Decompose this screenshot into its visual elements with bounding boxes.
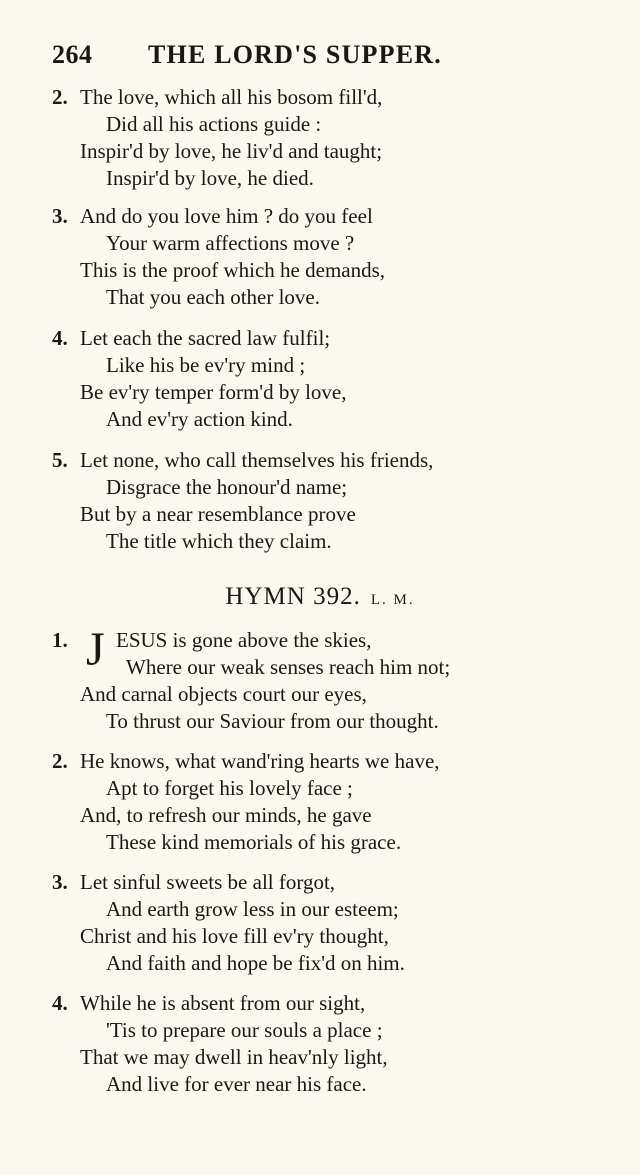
verse-line: And earth grow less in our esteem; — [106, 897, 399, 921]
page-number: 264 — [52, 40, 93, 69]
verse-line: 5. Let none, who call themselves his friends, — [52, 448, 434, 472]
verse-line: And, to refresh our minds, he gave — [80, 803, 372, 827]
verse-line: That you each other love. — [106, 285, 320, 309]
hymn-verse-2 — [52, 748, 612, 856]
verse-line: That we may dwell in heav'nly light, — [80, 1045, 388, 1069]
verse-line: 4. While he is absent from our sight, — [52, 991, 366, 1015]
verse-line: These kind memorials of his grace. — [106, 830, 402, 854]
verse-line: Apt to forget his lovely face ; — [106, 776, 353, 800]
prev-verse-4 — [52, 325, 612, 433]
verse-line: Disgrace the honour'd name; — [106, 475, 348, 499]
verse-number: 5. — [52, 448, 68, 472]
verse-number: 2. — [52, 85, 68, 109]
verse-line: But by a near resemblance prove — [80, 502, 356, 526]
verse-number: 2. — [52, 749, 68, 773]
hymn-verse-3 — [52, 869, 612, 977]
hymn-title: HYMN 392. — [225, 583, 361, 610]
verse-line: Did all his actions guide : — [106, 112, 322, 136]
verse-line: To thrust our Saviour from our thought. — [106, 709, 439, 733]
verse-line: And ev'ry action kind. — [106, 407, 293, 431]
verse-number: 4. — [52, 991, 68, 1015]
prev-verse-2 — [52, 84, 612, 192]
running-head — [52, 38, 472, 72]
hymn-verse-1 — [52, 623, 612, 735]
verse-line: 2. He knows, what wand'ring hearts we have, — [52, 749, 440, 773]
verse-line: 3. Let sinful sweets be all forgot, — [52, 870, 336, 894]
hymn-heading — [0, 583, 640, 617]
drop-cap: J — [86, 623, 105, 676]
verse-line: The title which they claim. — [106, 529, 332, 553]
verse-number: 3. — [52, 870, 68, 894]
verse-line: Christ and his love fill ev'ry thought, — [80, 924, 389, 948]
hymn-verse-4 — [52, 990, 612, 1098]
verse-line: This is the proof which he demands, — [80, 258, 386, 282]
verse-line: And carnal objects court our eyes, — [80, 682, 367, 706]
verse-number: 1. — [52, 628, 68, 652]
verse-line: And live for ever near his face. — [106, 1072, 367, 1096]
verse-line: 2. The love, which all his bosom fill'd, — [52, 85, 383, 109]
verse-line: Where our weak senses reach him not; — [126, 655, 451, 679]
verse-number: 3. — [52, 204, 68, 228]
verse-line: Be ev'ry temper form'd by love, — [80, 380, 347, 404]
verse-line: Inspir'd by love, he died. — [106, 166, 314, 190]
prev-verse-3 — [52, 203, 612, 311]
verse-line: And faith and hope be fix'd on him. — [106, 951, 405, 975]
verse-line: Your warm affections move ? — [106, 231, 355, 255]
verse-line: Inspir'd by love, he liv'd and taught; — [80, 139, 383, 163]
running-title: THE LORD'S SUPPER. — [148, 40, 442, 69]
verse-line: Like his be ev'ry mind ; — [106, 353, 306, 377]
verse-line: 'Tis to prepare our souls a place ; — [106, 1018, 383, 1042]
verse-line: 4. Let each the sacred law fulfil; — [52, 326, 331, 350]
verse-line: 1. ESUS is gone above the skies, — [52, 628, 372, 652]
verse-line: 3. And do you love him ? do you feel — [52, 204, 373, 228]
hymn-meter: L. M. — [370, 592, 415, 608]
verse-number: 4. — [52, 326, 68, 350]
prev-verse-5 — [52, 447, 612, 555]
